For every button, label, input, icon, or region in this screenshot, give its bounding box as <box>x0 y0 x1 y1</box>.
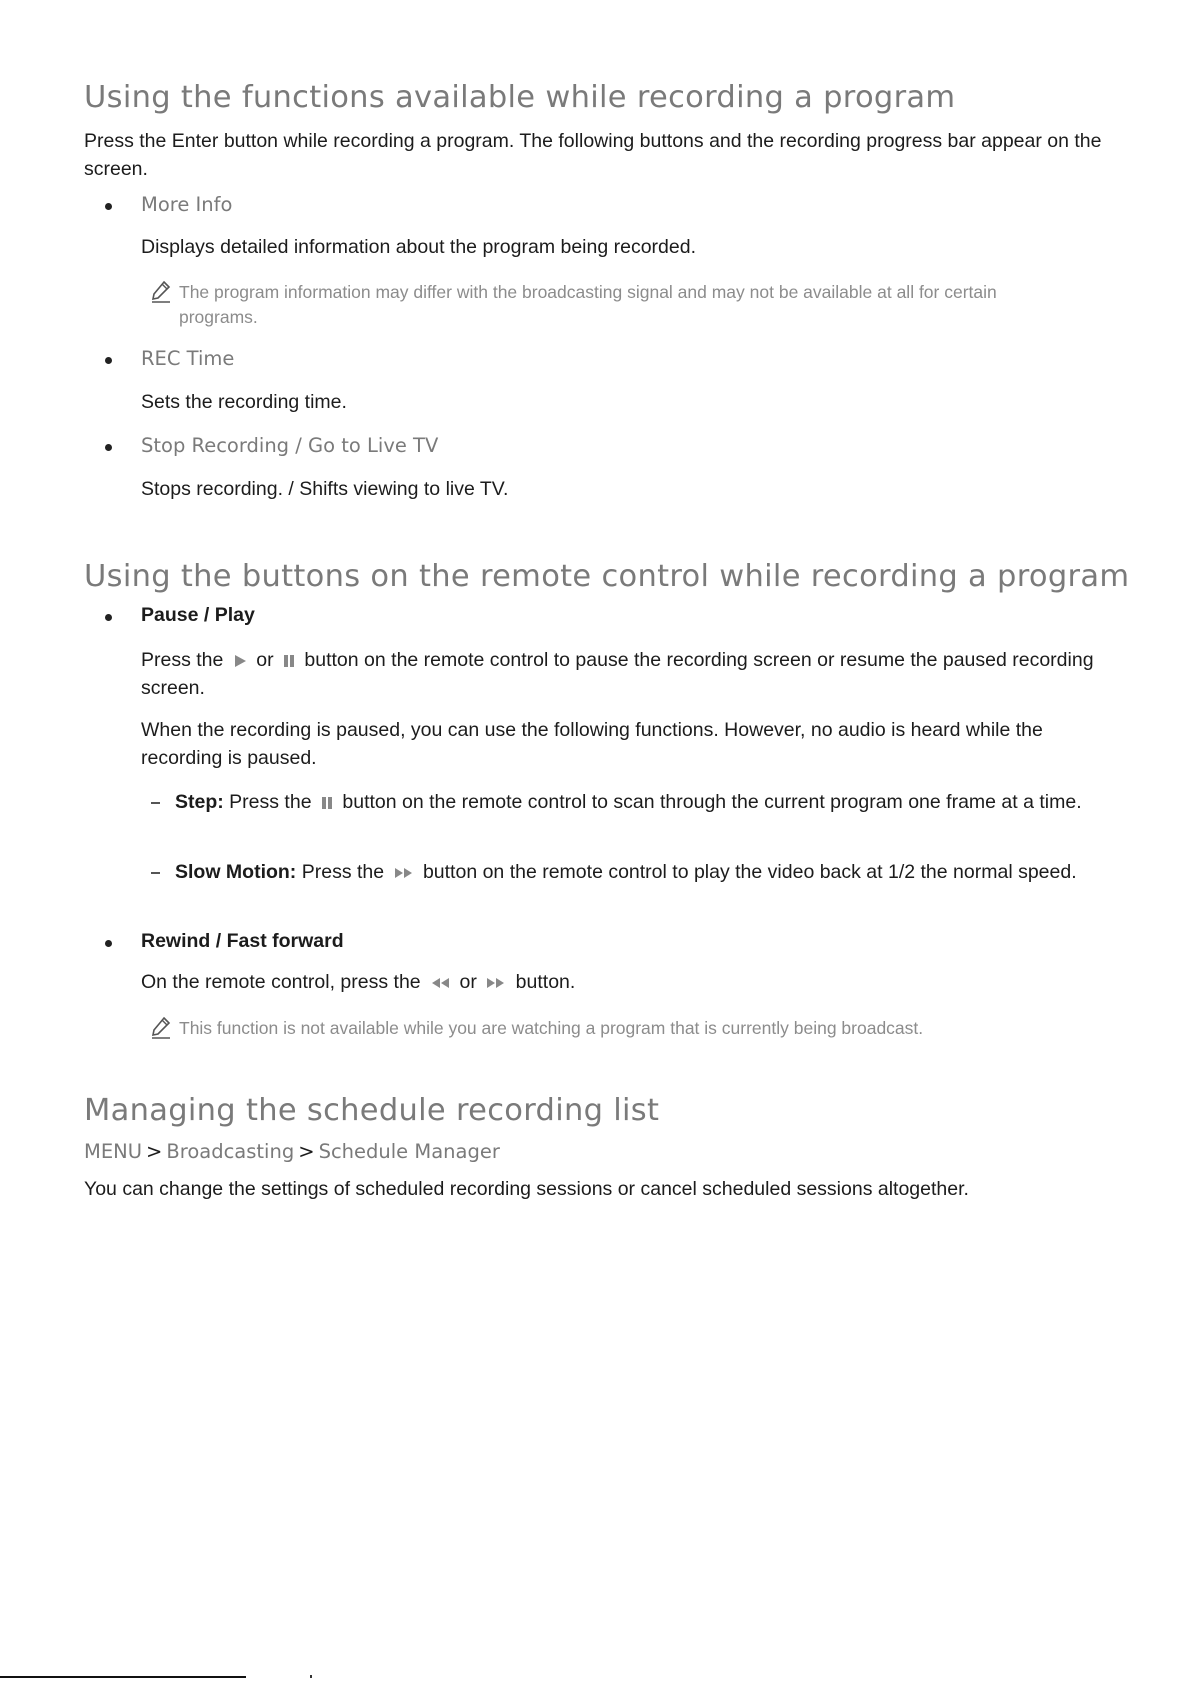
paused-description: When the recording is paused, you can use the following functions. However, no audio is heard while the recording is paused. <box>141 719 1043 769</box>
fast-forward-icon <box>394 866 414 880</box>
text: Press the <box>301 861 385 883</box>
item-desc-rec-time: Sets the recording time. <box>141 391 347 413</box>
note-rewind: This function is not available while you are watching a program that is currently being broadcast. <box>179 1018 924 1038</box>
pause-icon <box>283 654 295 668</box>
item-label-stop-recording: Stop Recording / Go to Live TV <box>141 434 439 457</box>
footer-rule <box>0 1676 246 1678</box>
rewind-description <box>141 968 1106 996</box>
text: Press the <box>141 649 224 671</box>
bullet <box>105 203 112 210</box>
item-label-rec-time: REC Time <box>141 347 235 370</box>
breadcrumb <box>84 1140 500 1163</box>
section-title-recording-functions: Using the functions available while recording a program <box>84 80 956 115</box>
pencil-icon <box>150 280 172 304</box>
section-title-schedule-list: Managing the schedule recording list <box>84 1093 660 1128</box>
play-icon <box>233 654 247 668</box>
item-desc-stop-recording: Stops recording. / Shifts viewing to live TV. <box>141 478 509 500</box>
breadcrumb-separator: > <box>146 1140 163 1163</box>
slow-motion-label: Slow Motion: <box>175 861 297 883</box>
item-label-rewind: Rewind / Fast forward <box>141 930 344 952</box>
pause-icon <box>321 796 333 810</box>
bullet <box>105 614 112 621</box>
note-more-info: The program information may differ with the broadcasting signal and may not be available at all for certain programs. <box>179 282 997 327</box>
breadcrumb-menu: MENU <box>84 1140 143 1163</box>
dash-marker <box>151 802 160 804</box>
text: button on the remote control to pause the recording screen or resume the paused recording screen. <box>141 649 1094 699</box>
breadcrumb-separator: > <box>298 1140 315 1163</box>
text: On the remote control, press the <box>141 971 421 993</box>
text: button. <box>515 971 576 993</box>
step-item <box>175 788 1105 816</box>
breadcrumb-broadcasting: Broadcasting <box>166 1140 295 1163</box>
rewind-icon <box>430 976 450 990</box>
bullet <box>105 444 112 451</box>
pencil-icon <box>150 1016 172 1040</box>
step-label: Step: <box>175 791 224 813</box>
breadcrumb-schedule-manager: Schedule Manager <box>318 1140 500 1163</box>
text: or <box>256 649 274 671</box>
item-label-more-info: More Info <box>141 193 233 216</box>
text: button on the remote control to play the video back at 1/2 the normal speed. <box>422 861 1077 883</box>
text: button on the remote control to scan through the current program one frame at a time. <box>342 791 1082 813</box>
pause-play-description <box>141 646 1106 702</box>
text: Press the <box>229 791 312 813</box>
text: or <box>459 971 477 993</box>
item-desc-more-info: Displays detailed information about the program being recorded. <box>141 236 696 258</box>
fast-forward-icon <box>486 976 506 990</box>
bullet <box>105 357 112 364</box>
bullet <box>105 940 112 947</box>
item-label-pause-play: Pause / Play <box>141 604 255 626</box>
footer-mark <box>310 1675 312 1678</box>
slow-motion-item <box>175 858 1105 886</box>
dash-marker <box>151 872 160 874</box>
section-body: You can change the settings of scheduled recording sessions or cancel scheduled sessions altogether. <box>84 1178 969 1200</box>
section-intro: Press the Enter button while recording a program. The following buttons and the recording progress bar appear on the screen. <box>84 130 1102 180</box>
section-title-remote-buttons: Using the buttons on the remote control while recording a program <box>84 559 1130 594</box>
